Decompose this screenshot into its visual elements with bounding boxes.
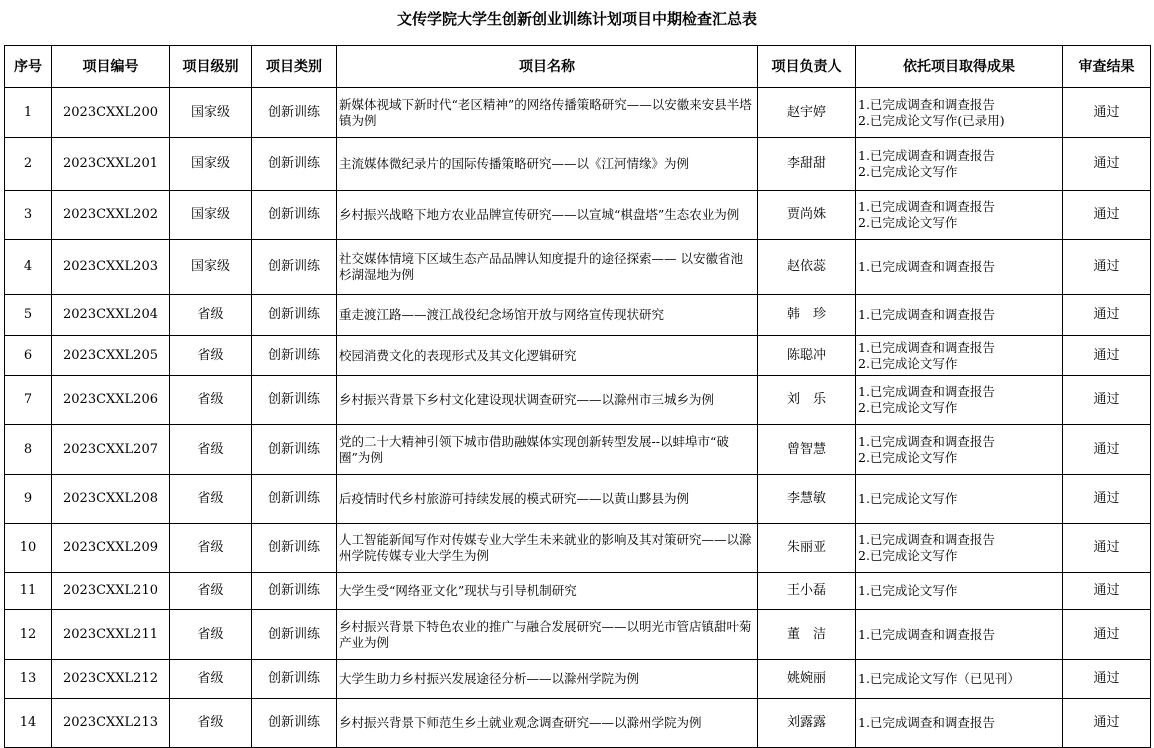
- project-leader: 朱丽亚: [758, 524, 856, 573]
- table-row: [5, 240, 1151, 295]
- row-number: 9: [5, 475, 52, 524]
- review-result: 通过: [1063, 524, 1151, 573]
- project-code: 2023CXXL202: [52, 191, 170, 240]
- header-cell: 审查结果: [1063, 46, 1151, 88]
- project-level: 省级: [170, 295, 252, 336]
- project-category: 创新训练: [252, 88, 337, 138]
- project-leader: 曾智慧: [758, 425, 856, 475]
- project-level: 省级: [170, 475, 252, 524]
- project-leader: 董 洁: [758, 610, 856, 660]
- project-leader: 王小磊: [758, 573, 856, 610]
- project-category: 创新训练: [252, 425, 337, 475]
- project-code: 2023CXXL204: [52, 295, 170, 336]
- project-name: 乡村振兴背景下乡村文化建设现状调查研究——以滁州市三城乡为例: [337, 376, 758, 425]
- project-code: 2023CXXL201: [52, 138, 170, 191]
- row-number: 2: [5, 138, 52, 191]
- header-cell: 项目负责人: [758, 46, 856, 88]
- project-name: 重走渡江路——渡江战役纪念场馆开放与网络宣传现状研究: [337, 295, 758, 336]
- project-results: 1.已完成调查和调查报告 2.已完成论文写作: [856, 138, 1063, 191]
- project-leader: 陈聪冲: [758, 336, 856, 376]
- project-category: 创新训练: [252, 295, 337, 336]
- review-result: 通过: [1063, 376, 1151, 425]
- row-number: 11: [5, 573, 52, 610]
- project-level: 省级: [170, 660, 252, 699]
- review-result: 通过: [1063, 610, 1151, 660]
- project-level: 省级: [170, 336, 252, 376]
- review-result: 通过: [1063, 699, 1151, 748]
- project-level: 省级: [170, 573, 252, 610]
- project-results: 1.已完成论文写作: [856, 475, 1063, 524]
- project-leader: 李甜甜: [758, 138, 856, 191]
- project-level: 省级: [170, 524, 252, 573]
- project-category: 创新训练: [252, 191, 337, 240]
- table-row: [5, 376, 1151, 425]
- project-category: 创新训练: [252, 475, 337, 524]
- project-name: 校园消费文化的表现形式及其文化逻辑研究: [337, 336, 758, 376]
- table-row: [5, 524, 1151, 573]
- table-row: [5, 138, 1151, 191]
- project-code: 2023CXXL203: [52, 240, 170, 295]
- project-category: 创新训练: [252, 699, 337, 748]
- row-number: 7: [5, 376, 52, 425]
- row-number: 1: [5, 88, 52, 138]
- table-row: [5, 699, 1151, 748]
- project-name: 主流媒体微纪录片的国际传播策略研究——以《江河情缘》为例: [337, 138, 758, 191]
- document-title: 文传学院大学生创新创业训练计划项目中期检查汇总表: [396, 10, 757, 28]
- project-leader: 赵依蕊: [758, 240, 856, 295]
- project-leader: 李慧敏: [758, 475, 856, 524]
- project-results: 1.已完成调查和调查报告: [856, 240, 1063, 295]
- header-cell: 项目编号: [52, 46, 170, 88]
- project-code: 2023CXXL212: [52, 660, 170, 699]
- project-code: 2023CXXL200: [52, 88, 170, 138]
- project-category: 创新训练: [252, 376, 337, 425]
- project-category: 创新训练: [252, 573, 337, 610]
- header-cell: 依托项目取得成果: [856, 46, 1063, 88]
- project-level: 国家级: [170, 138, 252, 191]
- project-name: 乡村振兴战略下地方农业品牌宣传研究——以宣城“棋盘塔”生态农业为例: [337, 191, 758, 240]
- project-category: 创新训练: [252, 336, 337, 376]
- project-name: 大学生助力乡村振兴发展途径分析——以滁州学院为例: [337, 660, 758, 699]
- project-results: 1.已完成调查和调查报告 2.已完成论文写作: [856, 376, 1063, 425]
- row-number: 14: [5, 699, 52, 748]
- header-cell: 序号: [5, 46, 52, 88]
- table-row: [5, 425, 1151, 475]
- review-result: 通过: [1063, 336, 1151, 376]
- project-level: 国家级: [170, 191, 252, 240]
- project-results: 1.已完成调查和调查报告: [856, 610, 1063, 660]
- project-category: 创新训练: [252, 660, 337, 699]
- project-name: 后疫情时代乡村旅游可持续发展的模式研究——以黄山黟县为例: [337, 475, 758, 524]
- project-level: 省级: [170, 376, 252, 425]
- table-row: [5, 295, 1151, 336]
- project-leader: 刘露露: [758, 699, 856, 748]
- summary-table: [4, 45, 1151, 748]
- project-level: 省级: [170, 610, 252, 660]
- project-level: 国家级: [170, 240, 252, 295]
- project-results: 1.已完成调查和调查报告 2.已完成论文写作: [856, 524, 1063, 573]
- project-code: 2023CXXL205: [52, 336, 170, 376]
- header-cell: 项目名称: [337, 46, 758, 88]
- row-number: 4: [5, 240, 52, 295]
- project-category: 创新训练: [252, 138, 337, 191]
- table-row: [5, 660, 1151, 699]
- review-result: 通过: [1063, 240, 1151, 295]
- project-name: 党的二十大精神引领下城市借助融媒体实现创新转型发展--以蚌埠市“破圈”为例: [337, 425, 758, 475]
- project-results: 1.已完成论文写作: [856, 573, 1063, 610]
- project-name: 大学生受“网络亚文化”现状与引导机制研究: [337, 573, 758, 610]
- row-number: 10: [5, 524, 52, 573]
- project-level: 国家级: [170, 88, 252, 138]
- project-leader: 贾尚姝: [758, 191, 856, 240]
- project-name: 社交媒体情境下区域生态产品品牌认知度提升的途径探索—— 以安徽省池杉湖湿地为例: [337, 240, 758, 295]
- project-category: 创新训练: [252, 610, 337, 660]
- review-result: 通过: [1063, 88, 1151, 138]
- project-leader: 姚婉丽: [758, 660, 856, 699]
- project-results: 1.已完成调查和调查报告: [856, 295, 1063, 336]
- project-results: 1.已完成调查和调查报告 2.已完成论文写作: [856, 425, 1063, 475]
- project-code: 2023CXXL208: [52, 475, 170, 524]
- row-number: 13: [5, 660, 52, 699]
- project-name: 乡村振兴背景下师范生乡土就业观念调查研究——以滁州学院为例: [337, 699, 758, 748]
- project-leader: 韩 珍: [758, 295, 856, 336]
- project-results: 1.已完成论文写作（已见刊）: [856, 660, 1063, 699]
- project-results: 1.已完成调查和调查报告 2.已完成论文写作: [856, 336, 1063, 376]
- review-result: 通过: [1063, 660, 1151, 699]
- review-result: 通过: [1063, 295, 1151, 336]
- row-number: 8: [5, 425, 52, 475]
- review-result: 通过: [1063, 138, 1151, 191]
- project-results: 1.已完成调查和调查报告 2.已完成论文写作(已录用): [856, 88, 1063, 138]
- project-leader: 赵宇婷: [758, 88, 856, 138]
- project-code: 2023CXXL206: [52, 376, 170, 425]
- header-cell: 项目级别: [170, 46, 252, 88]
- project-name: 新媒体视域下新时代“老区精神”的网络传播策略研究——以安徽来安县半塔镇为例: [337, 88, 758, 138]
- project-results: 1.已完成调查和调查报告: [856, 699, 1063, 748]
- project-code: 2023CXXL209: [52, 524, 170, 573]
- row-number: 12: [5, 610, 52, 660]
- project-leader: 刘 乐: [758, 376, 856, 425]
- project-results: 1.已完成调查和调查报告 2.已完成论文写作: [856, 191, 1063, 240]
- project-name: 乡村振兴背景下特色农业的推广与融合发展研究——以明光市管店镇甜叶菊产业为例: [337, 610, 758, 660]
- row-number: 5: [5, 295, 52, 336]
- header-cell: 项目类别: [252, 46, 337, 88]
- table-row: [5, 573, 1151, 610]
- project-code: 2023CXXL207: [52, 425, 170, 475]
- project-level: 省级: [170, 699, 252, 748]
- project-category: 创新训练: [252, 240, 337, 295]
- review-result: 通过: [1063, 573, 1151, 610]
- row-number: 3: [5, 191, 52, 240]
- project-category: 创新训练: [252, 524, 337, 573]
- project-name: 人工智能新闻写作对传媒专业大学生未来就业的影响及其对策研究——以滁州学院传媒专业大学生为例: [337, 524, 758, 573]
- project-code: 2023CXXL210: [52, 573, 170, 610]
- table-row: [5, 336, 1151, 376]
- review-result: 通过: [1063, 425, 1151, 475]
- row-number: 6: [5, 336, 52, 376]
- table-row: [5, 88, 1151, 138]
- table-row: [5, 610, 1151, 660]
- review-result: 通过: [1063, 191, 1151, 240]
- table-row: [5, 191, 1151, 240]
- table-header-row: [5, 46, 1151, 88]
- review-result: 通过: [1063, 475, 1151, 524]
- project-level: 省级: [170, 425, 252, 475]
- table-row: [5, 475, 1151, 524]
- project-code: 2023CXXL213: [52, 699, 170, 748]
- project-code: 2023CXXL211: [52, 610, 170, 660]
